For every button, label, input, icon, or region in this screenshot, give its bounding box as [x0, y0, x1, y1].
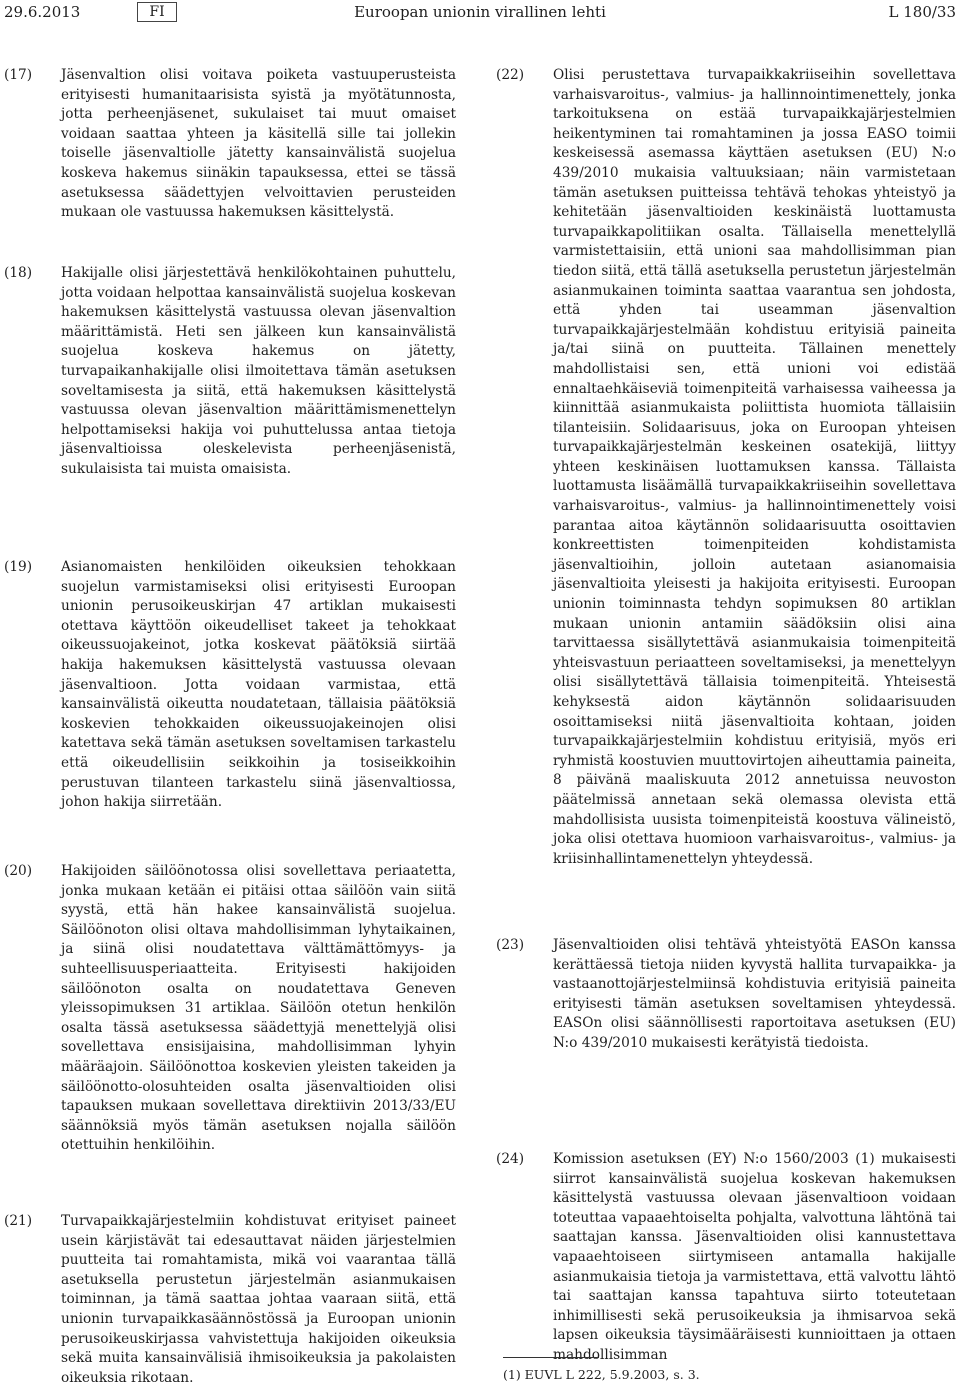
recital-text: Olisi perustettava turvapaikkakriiseihin sovellettava varhaisvaroitus-, valmius- ja hallinnointimenettely, jonka tarkoituksena on estää turvapaikkajärjestelmien heikentyminen tai romahtaminen ja jossa EASO toimii keskeisessä asemassa käyttäen asetuksen (EU) N:o 439/2010 mukaisia valtuuksiaan; näin varmistetaan tämän asetuksen puitteissa tehtävä tehokas yhteistyö ja kehitetään jäsenvaltioiden keskinäistä luottamusta turvapaikkapolitiikan osalta. Tällaisella menettelyllä varmistettaisiin, että unioni saa mahdollisimman pian tiedon siitä, että tällä asetuksella perustetun järjestelmän asianmukainen toiminta saattaa vaarantua sen johdosta, että yhden tai useamman jäsenvaltion turvapaikkajärjestelmään kohdistuu erityisiä paineita ja/tai siinä on puutteita. Tällainen menettely mahdollistaisi sen, että unioni voi edistää ennaltaehkäiseviä toimenpiteitä varhaisessa vaiheessa ja kiinnittää asianmukaista poliittista huomiota tällaisiin tilanteisiin. Solidaarisuus, joka on Euroopan yhteisen turvapaikkajärjestelmän keskeinen osatekijä, liittyy yhteen keskinäisen luottamuksen kanssa. Tällaista luottamusta lisäämällä turvapaikkakriiseihin sovellettava varhaisvaroitus-, valmius- ja hallinnointimenettely voisi parantaa aitoa käytännön solidaarisuutta osoittavien konkreettisten toimenpiteiden kohdistamista jäsenvaltioihin, jolloin autetaan asianomaisia jäsenvaltioita yleisesti ja hakijoita erityisesti. Euroopan unionin toiminnasta tehdyn sopimuksen 80 artiklan mukaan unionin antamiin säädöksiin olisi aina tarvittaessa sisällytettävä asianmukaisia toimenpiteitä yhteisvastuun periaatteen soveltamiseksi, ja menettelyyn olisi sisällytettävä tällaisia toimenpiteitä. Yhteisestä kehyksestä aidon käytännön solidaarisuuden osoittamiseksi niitä jäsenvaltioita kohtaan, joiden turvapaikkajärjestelmiin kohdistuu erityisiä, myös eri ryhmistä koostuvien muuttovirtojen aiheuttamia paineita, 8 päivänä maaliskuuta 2012 annetuissa neuvoston päätelmissä annetaan sekä olemassa olevista että mahdollisista uusista toimenpiteistä koostuva välineistö, joka olisi otettava huomioon varhaisvaroitus-, valmius- ja kriisinhallintamenettelyn yhteydessä. [553, 67, 956, 867]
recital-17 [4, 66, 456, 223]
recital-text: Komission asetuksen (EY) N:o 1560/2003 (1) mukaisesti siirrot kansainvälistä suojelua koskevan hakemuksen käsittelystä vastuussa olevaan jäsenvaltioon voidaan toteuttaa vapaaehtoiselta pohjalta, valvottuna lähtönä tai saattajan kanssa. Jäsenvaltioiden olisi kannustettava vapaaehtoiseen siirtymiseen antamalla hakijalle asianmukaisia tietoja ja varmistettava, että valvottu lähtö tai saattajan kanssa tapahtuva siirto toteutetaan inhimillisesti sekä perusoikeuksia ja ihmisarvoa sekä lapsen oikeuksia täysimääräisesti kunnioittaen ja ottaen mahdollisimman [553, 1151, 956, 1363]
language-badge: FI [137, 2, 177, 22]
recital-text: Asianomaisten henkilöiden oikeuksien tehokkaan suojelun varmistamiseksi olisi erityisesti Euroopan unionin perusoikeuskirjan 47 artiklan mukaisesti otettava käyttöön oikeudelliset takeet ja tehokkaat oikeussuojakeinot, jotka koskevat päätöksiä siirtää hakija hakemuksen käsittelystä vastuussa olevaan jäsenvaltioon. Jotta voidaan varmistaa, että kansainvälistä oikeutta noudatetaan, tällaisia päätöksiä koskevien tehokkaiden oikeussuojakeinojen olisi katettava sekä tämän asetuksen soveltamisen tarkastelu että oikeudellisiin seikkoihin ja tosiseikkoihin perustuvan tilanteen tarkastelu siinä jäsenvaltiossa, johon hakija siirretään. [61, 559, 456, 811]
recital-number: (18) [4, 265, 33, 281]
page-header [0, 0, 960, 28]
recital-number: (20) [4, 863, 33, 879]
publication-date: 29.6.2013 [4, 3, 81, 21]
page-reference: L 180/33 [888, 3, 956, 21]
recital-22 [496, 66, 956, 869]
recital-number: (23) [496, 937, 525, 953]
recital-23 [496, 936, 956, 1054]
recital-number: (24) [496, 1151, 525, 1167]
recital-24 [496, 1150, 956, 1366]
footnote-divider [503, 1357, 599, 1358]
recital-text: Hakijalle olisi järjestettävä henkilökohtainen puhuttelu, jotta voidaan helpottaa kansainvälistä suojelua koskevan hakemuksen käsittelystä vastuussa olevan jäsenvaltion määrittämistä. Heti sen jälkeen kun kansainvälistä suojelua koskeva hakemus on jätetty, turvapaikanhakijalle olisi ilmoitettava tämän asetuksen soveltamisesta ja siitä, että hakemuksen käsittelystä vastuussa olevan jäsenvaltion määrittämismenettelyn helpottamiseksi hakija voi puhuttelussa antaa tietoja jäsenvaltioissa oleskelevista perheenjäsenistä, sukulaisista tai muista omaisista. [61, 265, 456, 477]
recital-text: Jäsenvaltioiden olisi tehtävä yhteistyötä EASOn kanssa kerättäessä tietoja niiden kyvystä hallita turvapaikka- ja vastaanottojärjestelmiinsä kohdistuvia erityisiä paineita erityisesti tämän asetuksen soveltamisen yhteydessä. EASOn olisi säännöllisesti raportoitava asetuksen (EU) N:o 439/2010 mukaisesti kerätyistä tiedoista. [553, 937, 956, 1051]
footnote: (1) EUVL L 222, 5.9.2003, s. 3. [503, 1367, 700, 1382]
recital-text: Hakijoiden säilöönotossa olisi sovellettava periaatetta, jonka mukaan ketään ei pitäisi ottaa säilöön vain siitä syystä, että hän hakee kansainvälistä suojelua. Säilöönoton olisi oltava mahdollisimman lyhytaikainen, ja siinä olisi noudatettava välttämättömyys- ja suhteellisuusperiaatteita. Erityisesti hakijoiden säilöönoton osalta on noudatettava Geneven yleissopimuksen 31 artiklaa. Säilöön otetun henkilön osalta tässä asetuksessa säädettyjä menettelyjä olisi sovellettava ensisijaisina, mahdollisimman lyhyin määräajoin. Säilöönottoa koskevien yleisten takeiden ja säilöönotto-olosuhteiden osalta jäsenvaltioiden olisi tapauksen mukaan sovellettava direktiivin 2013/33/EU säännöksiä myös tämän asetuksen nojalla säilöön otettuihin henkilöihin. [61, 863, 456, 1154]
recital-number: (17) [4, 67, 33, 83]
recital-21 [4, 1212, 456, 1388]
recital-text: Jäsenvaltion olisi voitava poiketa vastuuperusteista erityisesti humanitaarisista syistä ja myötätunnosta, jotta perheenjäsenet, sukulaiset tai muut omaiset voidaan saattaa yhteen ja käsitellä sille tai jollekin toiselle jäsenvaltiolle jätetty kansainvälistä suojelua koskeva hakemus siinäkin tapauksessa, ettei se tässä asetuksessa säädettyjen velvoittavien perusteiden mukaan ole vastuussa hakemuksen käsittelystä. [61, 67, 456, 221]
recital-text: Turvapaikkajärjestelmiin kohdistuvat erityiset paineet usein kärjistävät tai edesauttavat näiden järjestelmien puutteita tai romahtamista, mikä voi vaarantaa tällä asetuksella perustetun järjestelmän asianmukaisen toiminnan, ja tämä saattaa johtaa vaaraan siitä, että unionin turvapaikkasäännöstössä ja Euroopan unionin perusoikeuskirjassa vahvistettuja hakijoiden oikeuksia sekä muita kansainvälisiä ihmisoikeuksia ja pakolaisten oikeuksia rikotaan. [61, 1213, 456, 1386]
recital-number: (21) [4, 1213, 33, 1229]
recital-number: (22) [496, 67, 525, 83]
recital-19 [4, 558, 456, 813]
recital-number: (19) [4, 559, 33, 575]
journal-title: Euroopan unionin virallinen lehti [354, 3, 606, 21]
recital-18 [4, 264, 456, 480]
recital-20 [4, 862, 456, 1156]
